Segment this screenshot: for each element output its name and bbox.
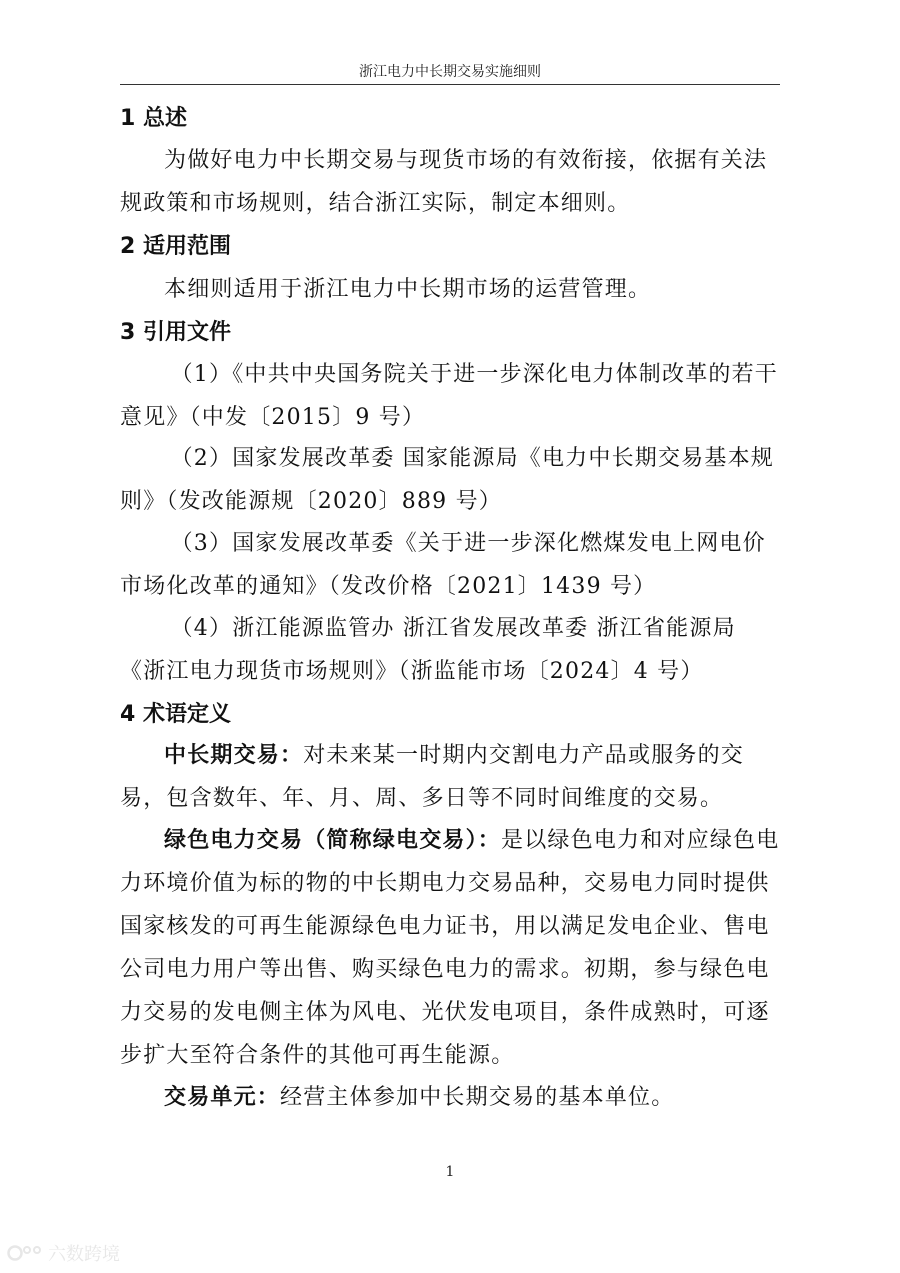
section-heading-2: 2 适用范围 bbox=[120, 234, 231, 259]
term-definition-3 bbox=[120, 1076, 780, 1119]
term-text: 经营主体参加中长期交易的基本单位。 bbox=[280, 1085, 675, 1110]
term-definition-1 bbox=[120, 734, 780, 820]
reference-item-2: （2）国家发展改革委 国家能源局《电力中长期交易基本规则》（发改能源规〔2020〕889 号） bbox=[120, 446, 774, 514]
watermark-logo-icon bbox=[6, 1242, 44, 1264]
section-2-paragraph: 本细则适用于浙江电力中长期市场的运营管理。 bbox=[164, 277, 652, 302]
term-label: 中长期交易： bbox=[164, 743, 304, 768]
term-text: 是以绿色电力和对应绿色电力环境价值为标的物的中长期电力交易品种，交易电力同时提供国家核发的可再生能源绿色电力证书，用以满足发电企业、售电公司电力用户等出售、购买绿色电力的需求。初期，参与绿色电力交易的发电侧主体为风电、光伏发电项目，条件成熟时，可逐步扩大至符合条件的其他可再生能源。 bbox=[120, 828, 780, 1068]
reference-item-4: （4）浙江能源监管办 浙江省发展改革委 浙江省能源局《浙江电力现货市场规则》（浙监能市场〔2024〕4 号） bbox=[120, 616, 736, 684]
term-label: 交易单元： bbox=[164, 1085, 281, 1110]
reference-item-1: （1）《中共中央国务院关于进一步深化电力体制改革的若干意见》（中发〔2015〕9 号） bbox=[120, 362, 778, 430]
header-divider bbox=[120, 84, 780, 85]
page-number: 1 bbox=[445, 1164, 455, 1180]
reference-item-3: （3）国家发展改革委《关于进一步深化燃煤发电上网电价市场化改革的通知》（发改价格〔2021〕1439 号） bbox=[120, 531, 766, 599]
section-heading-1: 1 总述 bbox=[120, 106, 187, 131]
section-heading-3: 3 引用文件 bbox=[120, 320, 231, 345]
watermark-text: 六数跨境 bbox=[48, 1244, 120, 1265]
section-heading-4: 4 术语定义 bbox=[120, 702, 231, 727]
header-title: 浙江电力中长期交易实施细则 bbox=[359, 64, 541, 80]
section-1-paragraph: 为做好电力中长期交易与现货市场的有效衔接，依据有关法规政策和市场规则，结合浙江实际，制定本细则。 bbox=[120, 148, 768, 216]
term-definition-2 bbox=[120, 819, 780, 1077]
term-label: 绿色电力交易（简称绿电交易）： bbox=[164, 828, 502, 853]
term-text: 对未来某一时期内交割电力产品或服务的交易，包含数年、年、月、周、多日等不同时间维度的交易。 bbox=[120, 743, 745, 811]
watermark bbox=[6, 1241, 120, 1265]
